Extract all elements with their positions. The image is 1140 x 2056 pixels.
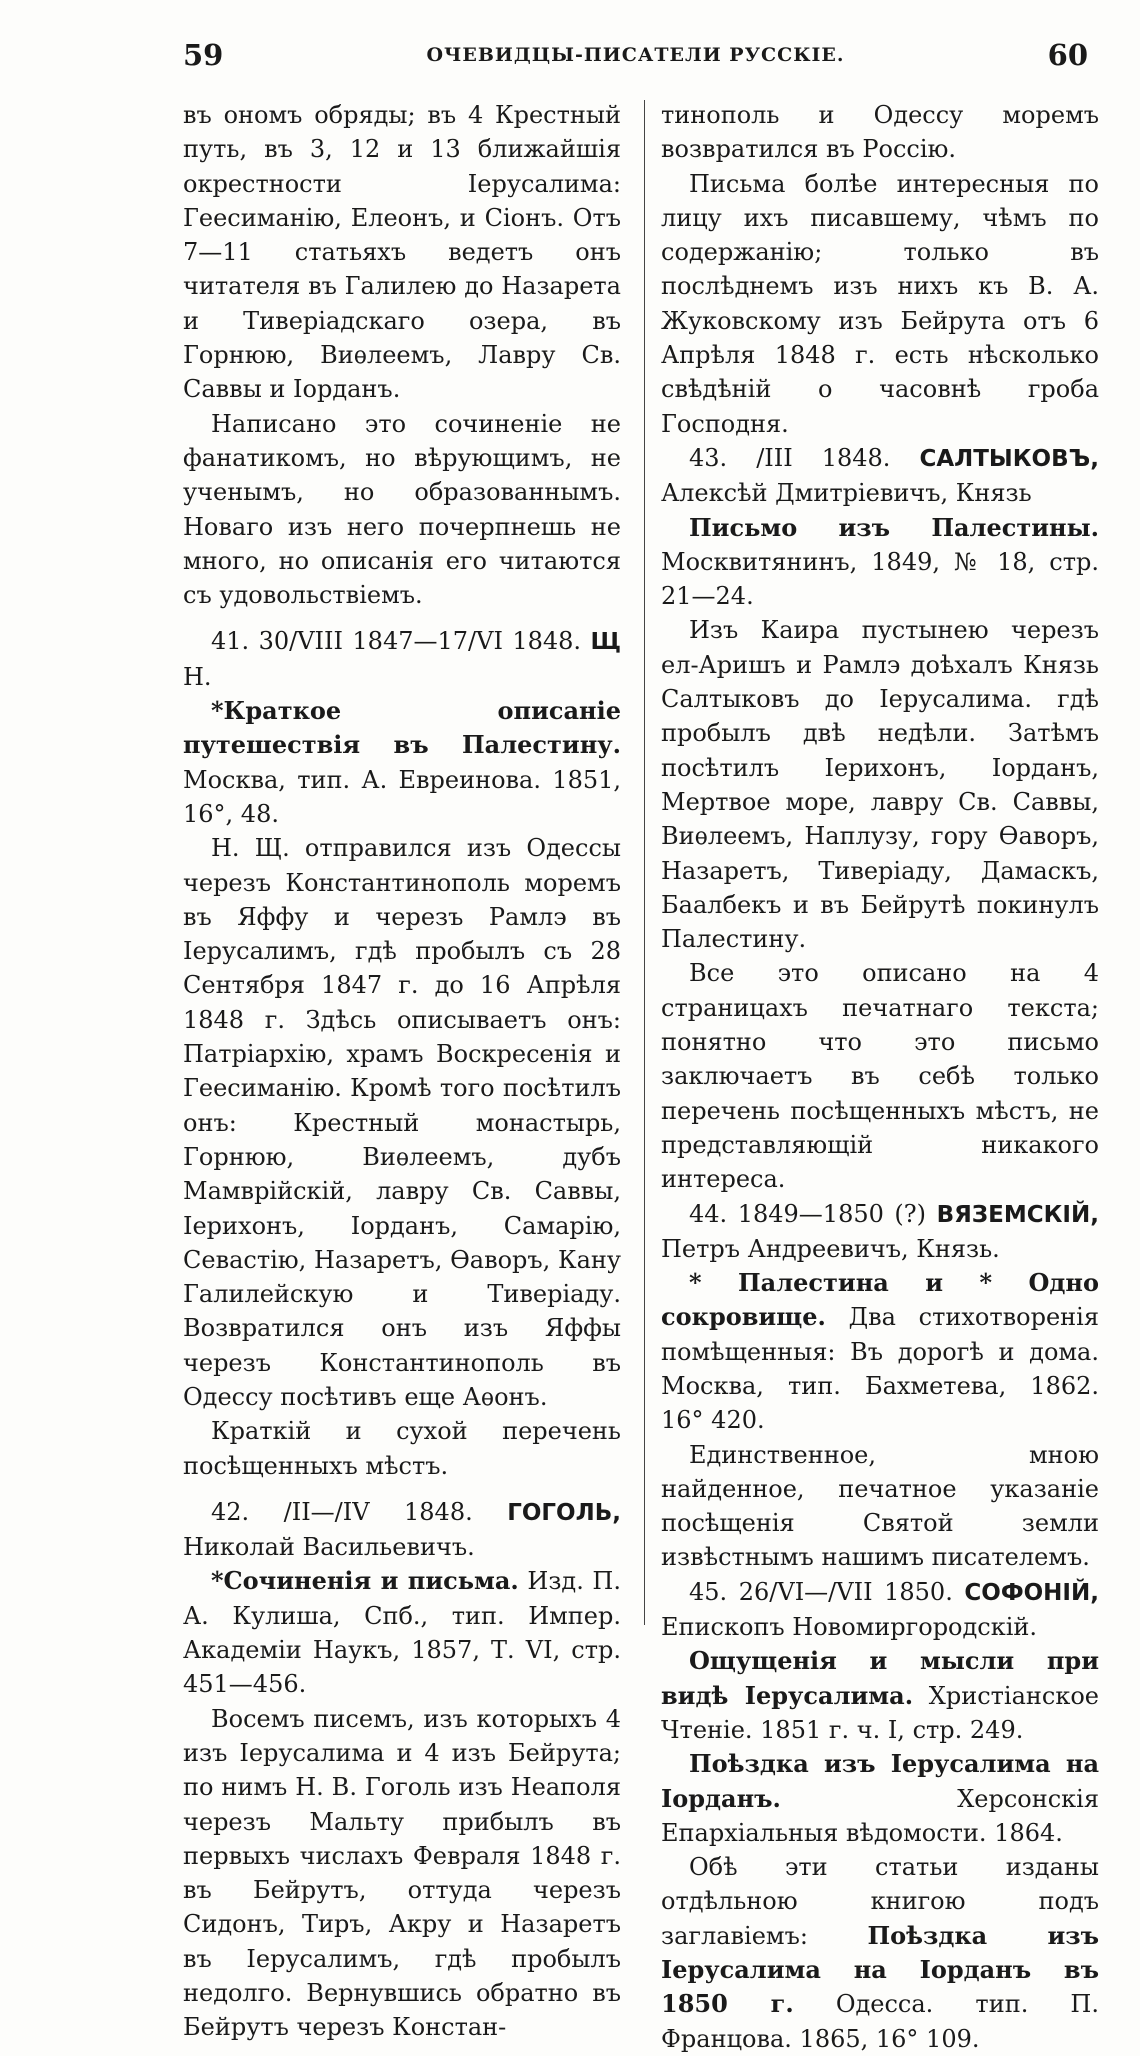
right-column xyxy=(661,98,1099,2056)
running-header xyxy=(183,38,1088,78)
entry-heading xyxy=(183,1495,621,1565)
page-number-left: 59 xyxy=(183,38,224,72)
paragraph: Написано это сочиненіе не фанатикомъ, но вѣрующимъ, не ученымъ, но образованнымъ. Новаго изъ него почерпнешь не много, но описанія его читаются съ удовольствіемъ. xyxy=(183,409,621,610)
bibliographic-entry xyxy=(183,1564,621,1701)
publication-details: Москва, тип. А. Евреинова. 1851, 16°, 48. xyxy=(183,765,621,828)
work-title: Поѣздка изъ Іерусалима на Іорданъ. xyxy=(661,1749,1099,1813)
entry-heading xyxy=(661,441,1099,511)
entry-author-rest: Николай Васильевичъ. xyxy=(183,1533,475,1562)
work-title: Письмо изъ Палестины. xyxy=(689,512,1099,542)
bibliographic-entry xyxy=(661,1644,1099,1747)
bibliographic-entry xyxy=(661,1266,1099,1437)
paragraph: Н. Щ. отправился изъ Одессы черезъ Константинополь моремъ въ Яффу и черезъ Рамлэ въ Іерусалимъ, гдѣ пробылъ съ 28 Сентября 1847 г. до 16 Апрѣля 1848 г. Здѣсь описываетъ онъ: Патріархію, храмъ Воскресенія и Геесиманію. Кромѣ того посѣтилъ онъ: Крестный монастырь, Горнюю, Виѳлеемъ, дубъ Мамврійскій, лавру Св. Саввы, Іерихонъ, Іорданъ, Самарію, Севастію, Назаретъ, Ѳаворъ, Кану Галилейскую и Тиверіаду. Возвратился онъ изъ Яффы черезъ Константинополь въ Одессу посѣтивъ еще Аѳонъ. xyxy=(183,834,621,1411)
entry-author-rest: Петръ Андреевичъ, Князь. xyxy=(661,1234,1000,1263)
paragraph: Все это описано на 4 страницахъ печатнаго текста; понятно что это письмо заключаетъ въ себѣ только перечень посѣщенныхъ мѣстъ, не представляющій никакого интереса. xyxy=(661,959,1099,1194)
bibliographic-entry xyxy=(183,694,621,831)
entry-heading xyxy=(661,1197,1099,1267)
entry-author-rest: Алексѣй Дмитріевичъ, Князь xyxy=(661,479,1032,508)
publication-details: Христіанское Чтеніе. 1851 г. ч. I, стр. 249. xyxy=(661,1681,1099,1744)
entry-number: 42. xyxy=(211,1497,250,1526)
bibliographic-entry xyxy=(661,1747,1099,1850)
paragraph: Изъ Каира пустынею черезъ ел-Аришъ и Рамлэ доѣхалъ Князь Салтыковъ до Іерусалима. гдѣ пробылъ двѣ недѣли. Затѣмъ посѣтилъ Іерихонъ, Іорданъ, Мертвое море, лавру Св. Саввы, Виѳлеемъ, Наплузу, гору Ѳаворъ, Назаретъ, Тиверіаду, Дамаскъ, Баалбекъ и въ Бейрутѣ покинулъ Палестину. xyxy=(661,616,1099,954)
paragraph-text: Обѣ эти статьи изданы отдѣльною книгою подъ заглавіемъ: xyxy=(661,1853,1099,1950)
publication-details: Херсонскія Епархіальныя вѣдомости. 1864. xyxy=(661,1784,1099,1847)
entry-date: 1849—1850 (?) xyxy=(737,1199,927,1228)
entry-heading xyxy=(661,1575,1099,1645)
work-title: * Палестина и * Одно сокровище. xyxy=(661,1268,1099,1332)
entry-date: 30/VIII 1847—17/VI 1848. xyxy=(258,627,582,656)
paragraph: тинополь и Одессу моремъ возвратился въ Россію. xyxy=(661,101,1099,164)
work-title: Поѣздка изъ Іерусалима на Іорданъ въ 1850 г. xyxy=(661,1920,1099,2019)
entry-number: 43. xyxy=(689,443,728,472)
entry-author: СОФОНІЙ, xyxy=(964,1579,1099,1606)
paragraph: Краткій и сухой перечень посѣщенныхъ мѣстъ. xyxy=(183,1417,621,1480)
entry-number: 41. xyxy=(211,627,250,656)
work-title: *Краткое описаніе путешествія въ Палестину. xyxy=(183,696,621,760)
publication-details: Москвитянинъ, 1849, № 18, стр. 21—24. xyxy=(661,547,1099,611)
paragraph: Восемъ писемъ, изъ которыхъ 4 изъ Іерусалима и 4 изъ Бейрута; по нимъ Н. В. Гоголь изъ Неаполя черезъ Мальту прибылъ въ первыхъ числахъ Февраля 1848 г. въ Бейрутъ, оттуда черезъ Сидонъ, Тиръ, Акру и Назаретъ въ Іерусалимъ, гдѣ пробылъ недолго. Вернувшись обратно въ Бейрутъ черезъ Констан- xyxy=(183,1704,621,2042)
entry-author: Щ xyxy=(590,629,621,656)
left-column xyxy=(183,98,621,2045)
entry-author: ВЯЗЕМСКІЙ, xyxy=(936,1201,1099,1228)
publication-details: Изд. П. А. Кулиша, Спб., тип. Импер. Академіи Наукъ, 1857, Т. VI, стр. 451—456. xyxy=(183,1567,621,1699)
work-title: Ощущенія и мысли при видѣ Іерусалима. xyxy=(661,1646,1099,1710)
entry-date: /II—/IV 1848. xyxy=(283,1497,473,1526)
column-divider xyxy=(644,100,645,1625)
paragraph: Письма болѣе интересныя по лицу ихъ писавшему, чѣмъ по содержанію; только въ послѣднемъ изъ нихъ къ В. А. Жуковскому изъ Бейрута отъ 6 Апрѣля 1848 г. есть нѣсколько свѣдѣній о часовнѣ гроба Господня. xyxy=(661,169,1099,438)
bibliographic-entry xyxy=(661,511,1099,614)
work-title: *Сочиненія и письма. xyxy=(211,1566,519,1596)
entry-author: САЛТЫКОВЪ, xyxy=(919,445,1099,472)
entry-author-rest: Епископъ Новомиргородскій. xyxy=(661,1613,1038,1642)
entry-author-rest: Н. xyxy=(183,662,212,691)
entry-date: 26/VI—/VII 1850. xyxy=(738,1577,953,1606)
publication-details: Два стихотворенія помѣщенныя: Въ дорогѣ и дома. Москва, тип. Бахметева, 1862. 16° 420. xyxy=(661,1303,1099,1435)
entry-date: /III 1848. xyxy=(756,443,891,472)
paragraph: въ ономъ обряды; въ 4 Крестный путь, въ 3, 12 и 13 ближайшія окрестности Іерусалима: Геесиманію, Елеонъ, и Сіонъ. Отъ 7—11 статьяхъ ведетъ онъ читателя въ Галилею до Назарета и Тиверіадскаго озера, въ Горнюю, Виѳлеемъ, Лавру Св. Саввы и Іорданъ. xyxy=(183,101,621,404)
entry-author: ГОГОЛЬ, xyxy=(507,1499,621,1526)
paragraph: Единственное, мною найденное, печатное указаніе посѣщенія Святой земли извѣстнымъ нашимъ писателемъ. xyxy=(661,1440,1099,1572)
publication-details: Одесса. тип. П. Францова. 1865, 16° 109. xyxy=(661,1990,1099,2053)
page-number-right: 60 xyxy=(1047,38,1088,72)
entry-number: 45. xyxy=(689,1577,728,1606)
running-title: ОЧЕВИДЦЫ-ПИСАТЕЛИ РУССКІЕ. xyxy=(426,44,845,66)
entry-heading xyxy=(183,624,621,694)
entry-number: 44. xyxy=(689,1199,728,1228)
paragraph xyxy=(661,1850,1099,2056)
